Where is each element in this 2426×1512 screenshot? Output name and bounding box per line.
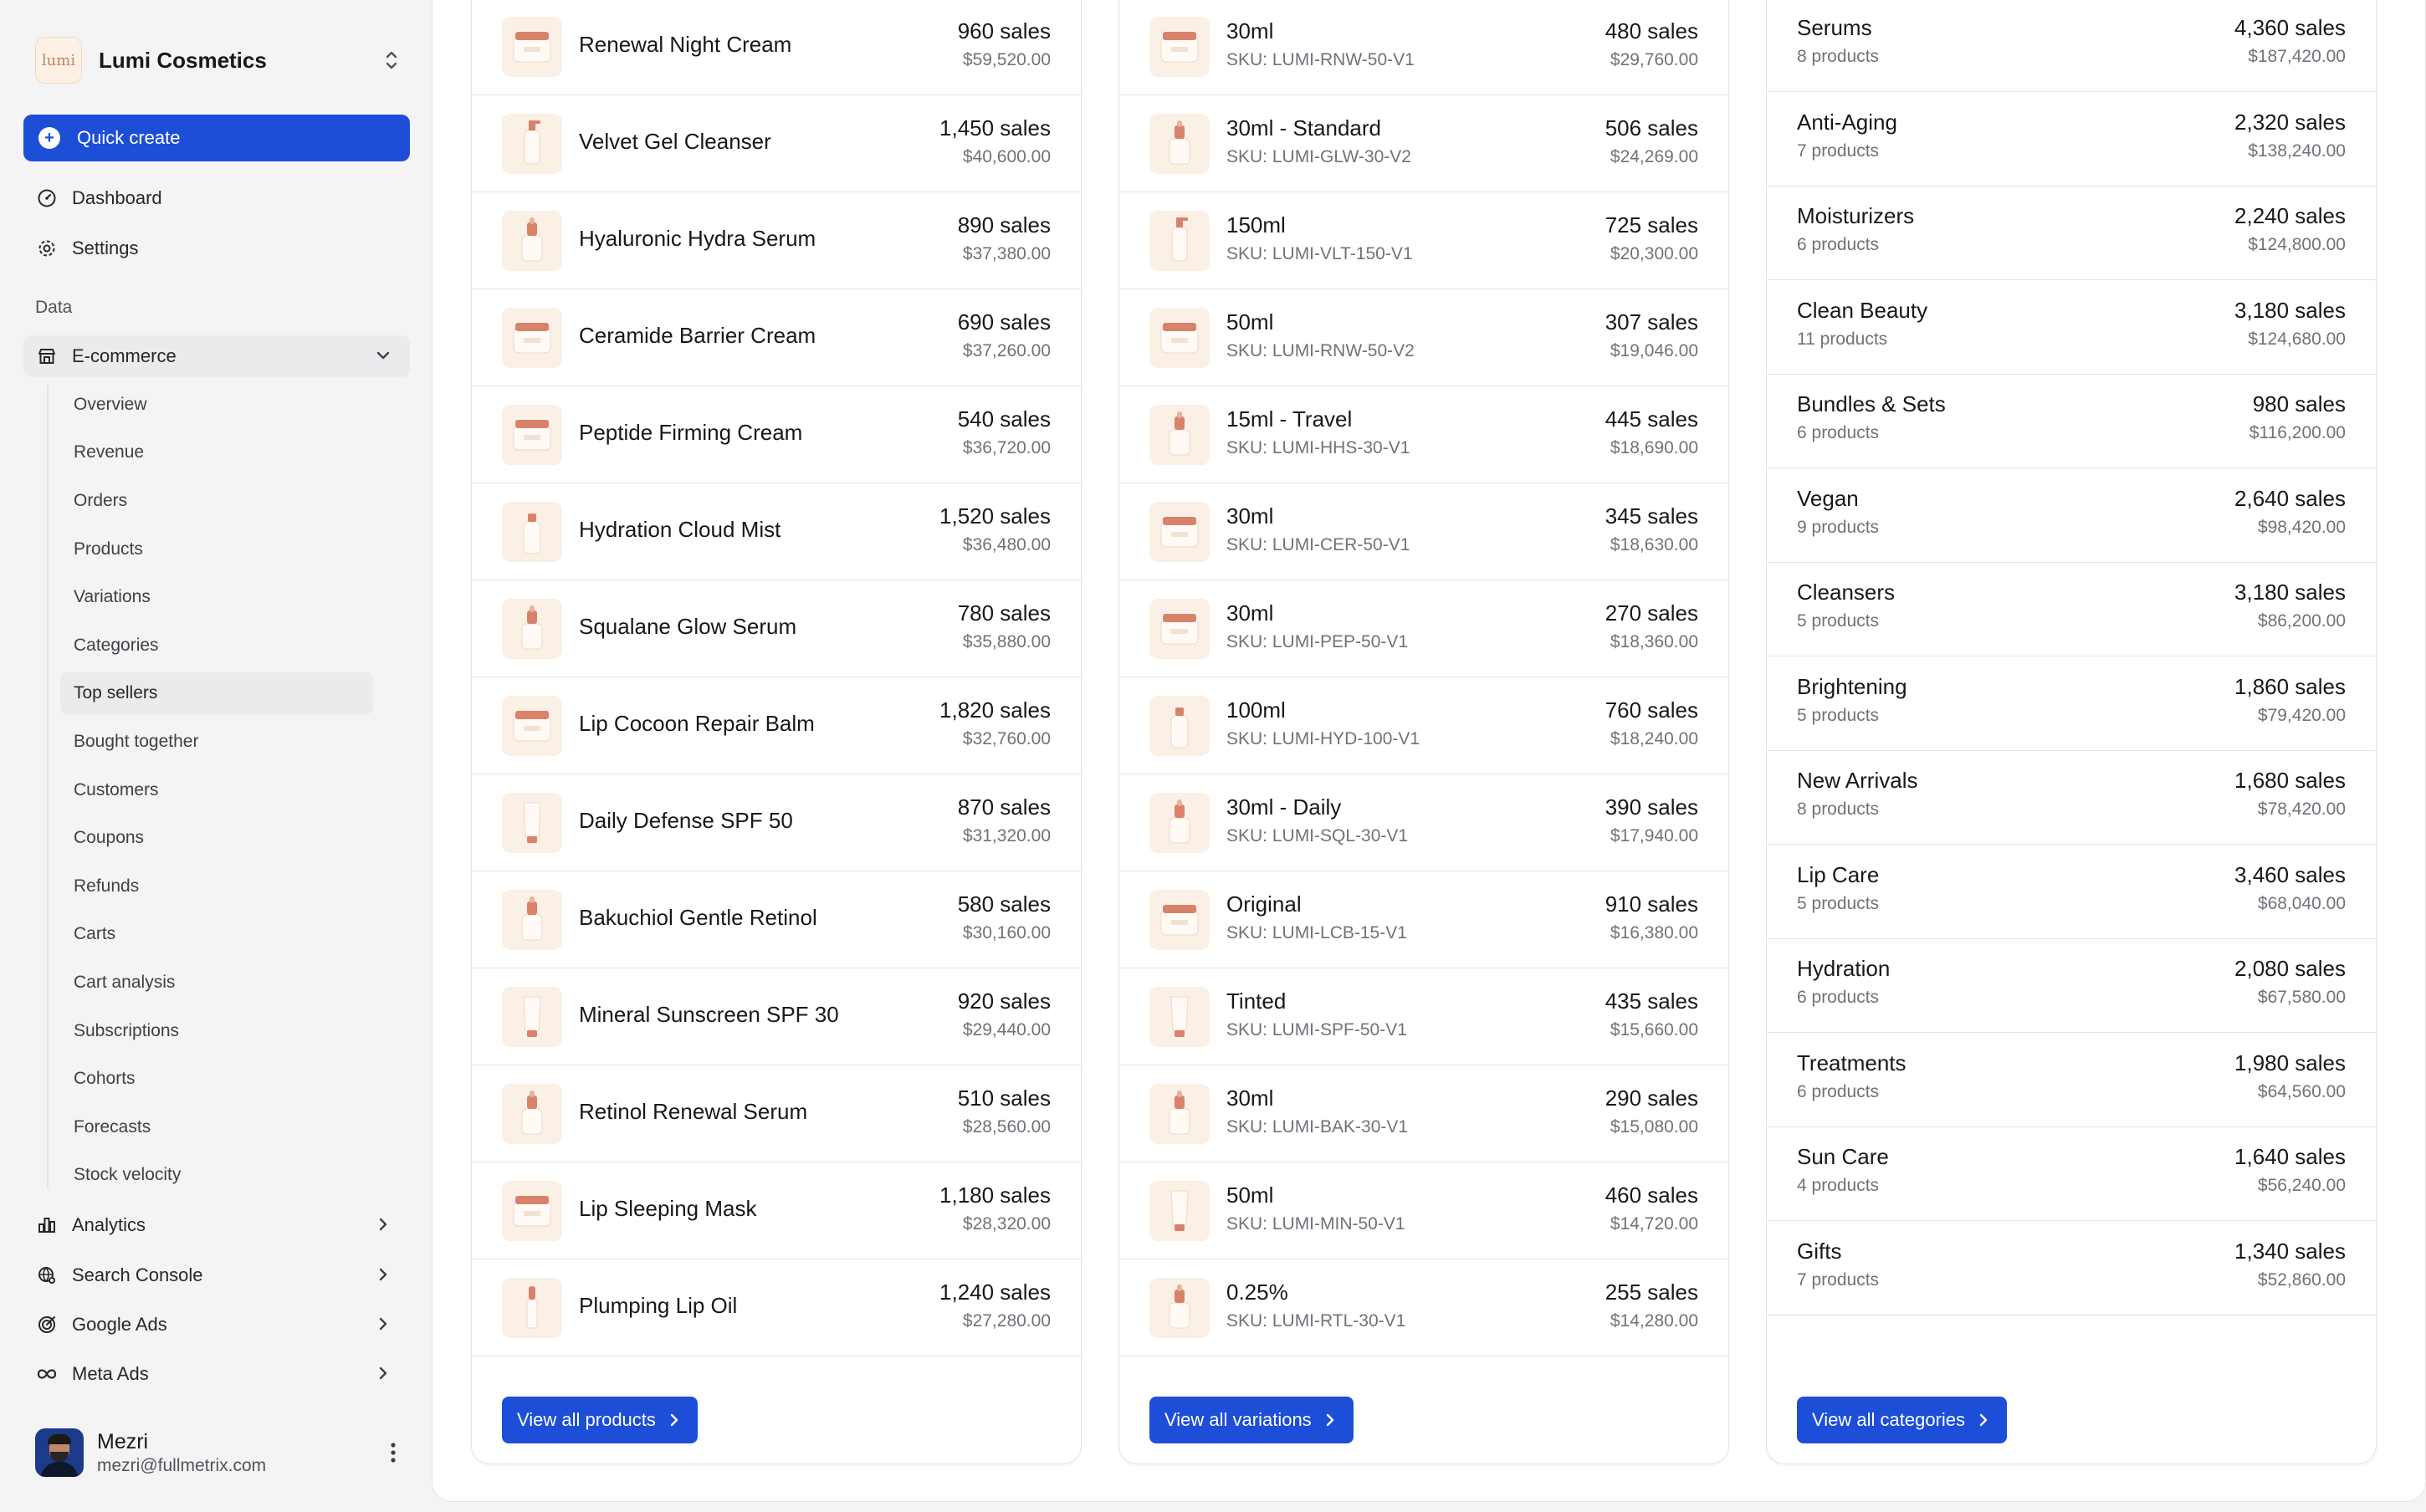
revenue-value: $18,630.00 [1610, 535, 1698, 554]
table-row[interactable] [1119, 1259, 1728, 1356]
variation-name: 15ml - Travel [1226, 406, 1353, 432]
sales-count: 3,460 sales [2234, 861, 2346, 887]
variation-sku: SKU: LUMI-CER-50-V1 [1226, 535, 1410, 554]
table-row[interactable] [1767, 1034, 2376, 1127]
revenue-value: $36,480.00 [962, 535, 1051, 554]
table-row[interactable] [1767, 93, 2376, 186]
sales-count: 890 sales [957, 212, 1051, 238]
table-row[interactable] [1767, 751, 2376, 845]
category-name: Anti-Aging [1797, 109, 1897, 135]
revenue-value: $30,160.00 [962, 923, 1051, 942]
table-row[interactable] [472, 968, 1081, 1065]
table-row[interactable] [472, 871, 1081, 968]
table-row[interactable] [1767, 1222, 2376, 1315]
subnav-refunds[interactable]: Refunds [74, 876, 140, 896]
table-row[interactable] [1119, 483, 1728, 580]
revenue-value: $17,940.00 [1610, 826, 1698, 845]
product-name: Daily Defense SPF 50 [579, 808, 793, 833]
sales-count: 2,640 sales [2234, 485, 2346, 511]
view-all-categories-button[interactable] [1797, 1397, 2007, 1443]
variation-sku: SKU: LUMI-RTL-30-V1 [1226, 1311, 1406, 1331]
revenue-value: $29,440.00 [962, 1020, 1051, 1040]
variation-sku: SKU: LUMI-BAK-30-V1 [1226, 1117, 1409, 1137]
category-name: Brightening [1797, 673, 1907, 699]
category-product-count: 7 products [1797, 1269, 1880, 1290]
product-name: Peptide Firming Cream [579, 420, 803, 445]
variation-name: 0.25% [1226, 1280, 1288, 1305]
category-product-count: 5 products [1797, 893, 1880, 913]
sales-count: 435 sales [1605, 988, 1698, 1014]
table-row[interactable] [472, 289, 1081, 386]
sales-count: 3,180 sales [2234, 297, 2346, 323]
chevron-down-icon [373, 345, 393, 365]
nav-meta-ads-label: Meta Ads [72, 1363, 149, 1384]
product-thumbnail [502, 1278, 562, 1338]
sales-count: 2,320 sales [2234, 109, 2346, 135]
sales-count: 540 sales [957, 406, 1051, 432]
revenue-value: $98,420.00 [2257, 517, 2346, 537]
revenue-value: $27,280.00 [962, 1311, 1051, 1331]
sales-count: 725 sales [1605, 212, 1698, 238]
view-all-categories-label: View all categories [1812, 1409, 1966, 1430]
brand-logo-text: lumi [41, 51, 76, 69]
revenue-value: $16,380.00 [1610, 923, 1698, 942]
category-product-count: 5 products [1797, 611, 1880, 631]
quick-create-label: Quick create [77, 127, 181, 148]
revenue-value: $20,300.00 [1610, 244, 1698, 263]
product-name: Velvet Gel Cleanser [579, 129, 771, 154]
revenue-value: $37,380.00 [962, 244, 1051, 263]
table-row[interactable] [1119, 289, 1728, 386]
variation-thumbnail [1149, 696, 1210, 756]
variation-sku: SKU: LUMI-HYD-100-V1 [1226, 729, 1420, 748]
category-name: Bundles & Sets [1797, 391, 1946, 416]
sales-count: 980 sales [2252, 391, 2346, 416]
brand-name: Lumi Cosmetics [99, 47, 267, 73]
target-icon [35, 1313, 59, 1336]
chevron-up-down-icon[interactable] [380, 49, 403, 72]
user-email: mezri@fullmetrix.com [97, 1455, 267, 1475]
category-product-count: 8 products [1797, 47, 1880, 66]
sales-count: 1,680 sales [2234, 768, 2346, 793]
table-row[interactable] [1767, 281, 2376, 375]
view-all-variations-label: View all variations [1164, 1409, 1312, 1430]
category-name: Clean Beauty [1797, 297, 1928, 323]
table-row[interactable] [1119, 580, 1728, 677]
product-thumbnail [502, 405, 562, 465]
top-categories-card [1766, 0, 2377, 1464]
table-row[interactable] [472, 774, 1081, 871]
avatar [35, 1428, 84, 1477]
nav-settings-label: Settings [72, 238, 139, 258]
variation-thumbnail [1149, 114, 1210, 174]
sales-count: 1,340 sales [2234, 1238, 2346, 1264]
sales-count: 2,240 sales [2234, 203, 2346, 228]
nav-search-console[interactable] [23, 1254, 410, 1296]
variation-name: Original [1226, 891, 1302, 917]
variation-sku: SKU: LUMI-SPF-50-V1 [1226, 1020, 1407, 1040]
table-row[interactable] [1119, 386, 1728, 483]
sales-count: 290 sales [1605, 1085, 1698, 1111]
plus-circle-icon: + [38, 127, 60, 149]
sales-count: 690 sales [957, 309, 1051, 335]
table-row[interactable] [1767, 0, 2376, 92]
variation-name: 150ml [1226, 212, 1286, 238]
table-row[interactable] [1767, 563, 2376, 656]
category-product-count: 7 products [1797, 140, 1880, 161]
table-row[interactable] [472, 95, 1081, 192]
variation-name: 30ml [1226, 503, 1274, 529]
table-row[interactable] [1119, 95, 1728, 192]
product-name: Mineral Sunscreen SPF 30 [579, 1002, 839, 1027]
product-name: Renewal Night Cream [579, 32, 792, 57]
revenue-value: $29,760.00 [1610, 50, 1698, 69]
table-row[interactable] [1119, 1162, 1728, 1259]
sales-count: 390 sales [1605, 794, 1698, 820]
revenue-value: $138,240.00 [2248, 140, 2346, 161]
table-row[interactable] [1119, 677, 1728, 774]
subnav-stock-velocity[interactable]: Stock velocity [74, 1165, 182, 1184]
revenue-value: $64,560.00 [2257, 1081, 2346, 1101]
variation-thumbnail [1149, 793, 1210, 853]
revenue-value: $116,200.00 [2249, 423, 2346, 442]
product-name: Lip Sleeping Mask [579, 1196, 757, 1221]
chevron-right-icon [373, 1363, 393, 1383]
variation-thumbnail [1149, 405, 1210, 465]
view-all-variations-button[interactable] [1149, 1397, 1354, 1443]
variation-thumbnail [1149, 890, 1210, 950]
nav-dashboard-label: Dashboard [72, 187, 162, 208]
variation-thumbnail [1149, 1084, 1210, 1144]
table-row[interactable] [1119, 192, 1728, 289]
product-name: Ceramide Barrier Cream [579, 323, 816, 348]
revenue-value: $19,046.00 [1610, 341, 1698, 360]
revenue-value: $31,320.00 [962, 826, 1051, 845]
subnav-forecasts[interactable]: Forecasts [74, 1117, 151, 1137]
table-row[interactable] [1119, 871, 1728, 968]
subnav-bought-together[interactable]: Bought together [74, 732, 199, 751]
product-thumbnail [502, 987, 562, 1047]
table-row[interactable] [472, 677, 1081, 774]
product-thumbnail [502, 502, 562, 562]
category-name: Sun Care [1797, 1144, 1889, 1169]
variation-sku: SKU: LUMI-MIN-50-V1 [1226, 1214, 1405, 1234]
subnav-coupons[interactable]: Coupons [74, 828, 145, 847]
product-thumbnail [502, 308, 562, 368]
table-row[interactable] [1767, 657, 2376, 751]
table-row[interactable] [1119, 774, 1728, 871]
gear-icon [35, 237, 59, 260]
subnav-variations[interactable]: Variations [74, 587, 151, 606]
revenue-value: $28,560.00 [962, 1117, 1051, 1137]
revenue-value: $79,420.00 [2257, 705, 2346, 725]
workspace-switcher[interactable] [35, 37, 403, 84]
table-row[interactable] [1767, 1127, 2376, 1221]
revenue-value: $68,040.00 [2257, 893, 2346, 913]
revenue-value: $15,660.00 [1610, 1020, 1698, 1040]
variation-sku: SKU: LUMI-LCB-15-V1 [1226, 923, 1407, 942]
product-name: Retinol Renewal Serum [579, 1099, 808, 1124]
nav-ecommerce[interactable] [23, 335, 410, 377]
variation-name: 30ml [1226, 1085, 1274, 1111]
nav-google-ads[interactable] [23, 1304, 410, 1346]
variation-sku: SKU: LUMI-PEP-50-V1 [1226, 632, 1409, 651]
product-thumbnail [502, 1181, 562, 1241]
sales-count: 760 sales [1605, 697, 1698, 723]
category-product-count: 6 products [1797, 423, 1880, 442]
category-name: Gifts [1797, 1238, 1842, 1264]
nav-analytics[interactable] [23, 1204, 410, 1246]
variation-sku: SKU: LUMI-RNW-50-V2 [1226, 341, 1415, 360]
category-name: Treatments [1797, 1050, 1907, 1075]
globe-search-icon [35, 1264, 59, 1287]
chevron-right-icon [373, 1264, 393, 1285]
product-thumbnail [502, 599, 562, 659]
revenue-value: $18,690.00 [1610, 438, 1698, 457]
revenue-value: $32,760.00 [962, 729, 1051, 748]
more-vertical-icon[interactable] [383, 1436, 403, 1469]
subnav-guide-line [47, 385, 49, 1189]
table-row[interactable] [1767, 469, 2376, 563]
category-name: Moisturizers [1797, 203, 1915, 228]
main-content [432, 0, 2426, 1502]
revenue-value: $67,580.00 [2257, 988, 2346, 1007]
sales-count: 2,080 sales [2234, 956, 2346, 981]
variation-name: 100ml [1226, 697, 1286, 723]
variation-name: Tinted [1226, 988, 1287, 1014]
product-name: Lip Cocoon Repair Balm [579, 711, 815, 736]
sidebar [0, 0, 432, 1512]
variation-name: 50ml [1226, 1183, 1274, 1208]
table-row[interactable] [1767, 375, 2376, 468]
subnav-top-sellers[interactable]: Top sellers [60, 672, 373, 714]
chevron-right-icon [1322, 1412, 1338, 1428]
table-row[interactable] [1767, 939, 2376, 1033]
sales-count: 510 sales [957, 1085, 1051, 1111]
view-all-products-label: View all products [517, 1409, 656, 1430]
revenue-value: $52,860.00 [2257, 1269, 2346, 1290]
subnav-cohorts[interactable]: Cohorts [74, 1069, 136, 1088]
revenue-value: $37,260.00 [962, 341, 1051, 360]
variation-name: 30ml [1226, 18, 1274, 43]
sales-count: 1,820 sales [939, 697, 1051, 723]
product-name: Bakuchiol Gentle Retinol [579, 905, 817, 930]
top-products-card [471, 0, 1082, 1464]
chevron-right-icon [373, 1314, 393, 1334]
revenue-value: $14,720.00 [1610, 1214, 1698, 1234]
subnav-overview[interactable]: Overview [74, 395, 147, 414]
sales-count: 1,860 sales [2234, 673, 2346, 699]
sales-count: 506 sales [1605, 115, 1698, 140]
revenue-value: $18,360.00 [1610, 632, 1698, 651]
revenue-value: $24,269.00 [1610, 147, 1698, 166]
revenue-value: $56,240.00 [2257, 1176, 2346, 1195]
variation-thumbnail [1149, 987, 1210, 1047]
table-row[interactable] [472, 483, 1081, 580]
sales-count: 780 sales [957, 600, 1051, 626]
sales-count: 460 sales [1605, 1183, 1698, 1208]
sales-count: 1,240 sales [939, 1280, 1051, 1305]
variation-thumbnail [1149, 502, 1210, 562]
category-product-count: 6 products [1797, 1081, 1880, 1101]
category-name: Lip Care [1797, 861, 1880, 887]
sales-count: 910 sales [1605, 891, 1698, 917]
variation-name: 30ml [1226, 600, 1274, 626]
product-thumbnail [502, 1084, 562, 1144]
variation-sku: SKU: LUMI-GLW-30-V2 [1226, 147, 1411, 166]
nav-meta-ads[interactable] [23, 1353, 410, 1395]
variation-sku: SKU: LUMI-SQL-30-V1 [1226, 826, 1409, 845]
table-row[interactable] [1119, 0, 1728, 95]
product-thumbnail [502, 17, 562, 77]
subnav-carts[interactable]: Carts [74, 924, 116, 943]
category-product-count: 8 products [1797, 799, 1880, 819]
sales-count: 1,450 sales [939, 115, 1051, 140]
store-icon [35, 345, 59, 368]
nav-dashboard[interactable] [23, 177, 410, 219]
category-name: New Arrivals [1797, 768, 1918, 793]
revenue-value: $40,600.00 [962, 147, 1051, 166]
sales-count: 270 sales [1605, 600, 1698, 626]
sales-count: 480 sales [1605, 18, 1698, 43]
category-name: Serums [1797, 15, 1872, 40]
sales-count: 960 sales [957, 18, 1051, 43]
category-product-count: 6 products [1797, 235, 1880, 254]
sales-count: 255 sales [1605, 1280, 1698, 1305]
revenue-value: $124,800.00 [2248, 235, 2346, 254]
table-row[interactable] [472, 1259, 1081, 1356]
subnav-revenue[interactable]: Revenue [74, 442, 145, 462]
revenue-value: $28,320.00 [962, 1214, 1051, 1234]
top-variations-card [1118, 0, 1729, 1464]
view-all-products-button[interactable] [502, 1397, 698, 1443]
quick-create-button[interactable] [23, 115, 410, 161]
table-row[interactable] [472, 0, 1081, 95]
nav-google-ads-label: Google Ads [72, 1314, 167, 1335]
subnav-customers[interactable]: Customers [74, 780, 159, 799]
table-row[interactable] [1767, 186, 2376, 280]
table-row[interactable] [1119, 968, 1728, 1065]
subnav-categories[interactable]: Categories [74, 636, 159, 655]
table-row[interactable] [472, 1065, 1081, 1162]
variation-name: 30ml - Standard [1226, 115, 1381, 140]
sales-count: 3,180 sales [2234, 580, 2346, 605]
revenue-value: $15,080.00 [1610, 1117, 1698, 1137]
table-row[interactable] [1119, 1065, 1728, 1162]
category-product-count: 11 products [1797, 329, 1888, 349]
sales-count: 920 sales [957, 988, 1051, 1014]
nav-search-console-label: Search Console [72, 1264, 203, 1285]
product-name: Hydration Cloud Mist [579, 517, 781, 542]
sales-count: 1,980 sales [2234, 1050, 2346, 1075]
product-name: Plumping Lip Oil [579, 1293, 738, 1318]
user-name: Mezri [97, 1429, 149, 1453]
table-row[interactable] [472, 580, 1081, 677]
category-product-count: 5 products [1797, 705, 1880, 725]
subnav-orders[interactable]: Orders [74, 491, 128, 510]
subnav-products[interactable]: Products [74, 539, 143, 559]
variation-name: 30ml - Daily [1226, 794, 1342, 820]
variation-thumbnail [1149, 17, 1210, 77]
subnav-subscriptions[interactable]: Subscriptions [74, 1021, 180, 1040]
dashboard-gauge-icon [35, 186, 59, 210]
table-row[interactable] [472, 386, 1081, 483]
table-row[interactable] [472, 192, 1081, 289]
sales-count: 1,520 sales [939, 503, 1051, 529]
bar-chart-icon [35, 1213, 59, 1237]
product-name: Hyaluronic Hydra Serum [579, 226, 816, 251]
sales-count: 445 sales [1605, 406, 1698, 432]
category-name: Hydration [1797, 956, 1891, 981]
revenue-value: $36,720.00 [962, 438, 1051, 457]
sales-count: 307 sales [1605, 309, 1698, 335]
revenue-value: $78,420.00 [2257, 799, 2346, 819]
sales-count: 1,640 sales [2234, 1144, 2346, 1169]
nav-settings[interactable] [23, 227, 410, 269]
user-menu[interactable] [35, 1427, 403, 1479]
revenue-value: $86,200.00 [2257, 611, 2346, 631]
revenue-value: $35,880.00 [962, 632, 1051, 651]
variation-thumbnail [1149, 1181, 1210, 1241]
revenue-value: $18,240.00 [1610, 729, 1698, 748]
variation-sku: SKU: LUMI-RNW-50-V1 [1226, 50, 1415, 69]
product-name: Squalane Glow Serum [579, 614, 797, 639]
sales-count: 580 sales [957, 891, 1051, 917]
product-thumbnail [502, 211, 562, 271]
sales-count: 1,180 sales [939, 1183, 1051, 1208]
subnav-cart-analysis[interactable]: Cart analysis [74, 973, 176, 992]
variation-sku: SKU: LUMI-VLT-150-V1 [1226, 244, 1413, 263]
revenue-value: $14,280.00 [1610, 1311, 1698, 1331]
infinity-icon [35, 1362, 59, 1386]
chevron-right-icon [373, 1214, 393, 1234]
revenue-value: $187,420.00 [2248, 47, 2346, 66]
variation-thumbnail [1149, 1278, 1210, 1338]
product-thumbnail [502, 793, 562, 853]
table-row[interactable] [472, 1162, 1081, 1259]
category-product-count: 6 products [1797, 988, 1880, 1007]
table-row[interactable] [1767, 845, 2376, 939]
chevron-right-icon [666, 1412, 683, 1428]
revenue-value: $124,680.00 [2248, 329, 2346, 349]
brand-logo [35, 37, 82, 84]
category-product-count: 9 products [1797, 517, 1880, 537]
sales-count: 4,360 sales [2234, 15, 2346, 40]
nav-analytics-label: Analytics [72, 1214, 146, 1235]
nav-ecommerce-label: E-commerce [72, 345, 177, 366]
section-label-data: Data [35, 298, 73, 317]
product-thumbnail [502, 890, 562, 950]
variation-name: 50ml [1226, 309, 1274, 335]
variation-sku: SKU: LUMI-HHS-30-V1 [1226, 438, 1410, 457]
category-name: Cleansers [1797, 580, 1896, 605]
variation-thumbnail [1149, 599, 1210, 659]
revenue-value: $59,520.00 [962, 50, 1051, 69]
product-thumbnail [502, 696, 562, 756]
product-thumbnail [502, 114, 562, 174]
variation-thumbnail [1149, 211, 1210, 271]
category-name: Vegan [1797, 485, 1859, 511]
sales-count: 870 sales [957, 794, 1051, 820]
chevron-right-icon [1975, 1412, 1992, 1428]
variation-thumbnail [1149, 308, 1210, 368]
category-product-count: 4 products [1797, 1176, 1880, 1195]
sales-count: 345 sales [1605, 503, 1698, 529]
